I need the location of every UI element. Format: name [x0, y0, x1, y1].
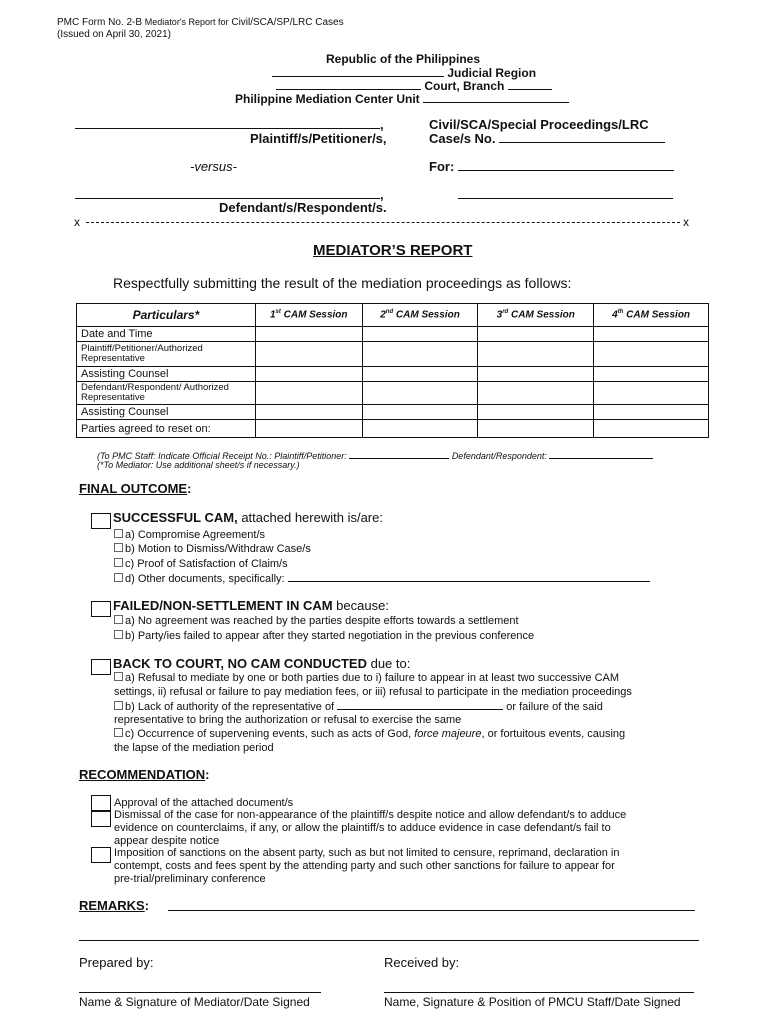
- recommendation-sanctions-cont: pre-trial/preliminary conference: [114, 873, 266, 885]
- for-blank-2[interactable]: [458, 198, 673, 199]
- table-header-row: [77, 304, 709, 327]
- table-cell[interactable]: [362, 327, 478, 342]
- successful-cam-label: SUCCESSFUL CAM, attached herewith is/are:: [113, 510, 383, 525]
- recommendation-dismissal-cont: evidence on counterclaims, if any, or allow the plaintiff/s to adduce evidence in case defendant/s fail to: [114, 822, 611, 834]
- header-session-2: 2nd CAM Session: [362, 304, 478, 327]
- table-cell[interactable]: [255, 342, 362, 367]
- recommendation-dismissal-cont: appear despite notice: [114, 835, 220, 847]
- table-cell[interactable]: [478, 342, 594, 367]
- for-line: For:: [429, 159, 674, 174]
- table-cell[interactable]: [478, 382, 594, 405]
- back-option-a-cont: settings, ii) refusal or failure to pay mediation fees, or iii) refusal to participate in the mediation proceedings: [114, 686, 632, 698]
- cam-sessions-table: [76, 303, 709, 438]
- table-cell[interactable]: [594, 420, 709, 438]
- row-label: Assisting Counsel: [77, 367, 256, 382]
- row-label: Parties agreed to reset on:: [77, 420, 256, 438]
- checkbox[interactable]: [114, 543, 123, 552]
- defendant-label: Defendant/s/Respondent/s.: [219, 200, 387, 215]
- dashed-divider: [86, 222, 680, 223]
- recommendation-heading: RECOMMENDATION:: [79, 767, 210, 782]
- option-c[interactable]: c) Proof of Satisfaction of Claim/s: [114, 558, 288, 570]
- judicial-region-blank[interactable]: [272, 65, 444, 77]
- table-cell[interactable]: [255, 367, 362, 382]
- mediator-signature-caption: Name & Signature of Mediator/Date Signed: [79, 995, 310, 1009]
- table-row: [77, 342, 709, 367]
- table-cell[interactable]: [255, 405, 362, 420]
- case-number-line: Case/s No.: [429, 131, 665, 146]
- table-cell[interactable]: [478, 405, 594, 420]
- issued-date: (Issued on April 30, 2021): [57, 29, 171, 40]
- table-cell[interactable]: [255, 382, 362, 405]
- checkbox[interactable]: [114, 701, 123, 710]
- x-mark-right: x: [683, 215, 689, 229]
- header-session-1: 1st CAM Session: [255, 304, 362, 327]
- table-cell[interactable]: [362, 420, 478, 438]
- remarks-heading: REMARKS:: [79, 898, 150, 913]
- successful-cam-checkbox[interactable]: [91, 513, 111, 529]
- back-option-c-cont: the lapse of the mediation period: [114, 742, 274, 754]
- staff-signature-line[interactable]: [384, 992, 694, 993]
- option-d[interactable]: d) Other documents, specifically:: [114, 572, 650, 585]
- checkbox[interactable]: [114, 672, 123, 681]
- for-blank[interactable]: [458, 159, 674, 171]
- table-cell[interactable]: [478, 327, 594, 342]
- failed-cam-checkbox[interactable]: [91, 601, 111, 617]
- other-documents-blank[interactable]: [288, 572, 650, 582]
- form-number: PMC Form No. 2-B Mediator's Report for Civil/SCA/SP/LRC Cases: [57, 17, 344, 28]
- row-label: Date and Time: [77, 327, 256, 342]
- table-cell[interactable]: [362, 405, 478, 420]
- checkbox[interactable]: [114, 573, 123, 582]
- mediator-signature-line[interactable]: [79, 992, 321, 993]
- back-option-b-cont: representative to bring the authorization or refusal to exercise the same: [114, 714, 462, 726]
- case-number-blank[interactable]: [499, 131, 665, 143]
- branch-blank[interactable]: [508, 78, 552, 90]
- judicial-region-line: Judicial Region: [272, 65, 536, 80]
- table-cell[interactable]: [594, 382, 709, 405]
- checkbox[interactable]: [114, 728, 123, 737]
- back-to-court-checkbox[interactable]: [91, 659, 111, 675]
- table-cell[interactable]: [594, 342, 709, 367]
- table-row: [77, 405, 709, 420]
- court-blank[interactable]: [276, 78, 421, 90]
- table-cell[interactable]: [594, 367, 709, 382]
- table-cell[interactable]: [594, 405, 709, 420]
- back-option-b[interactable]: b) Lack of authority of the representative of or failure of the said: [114, 700, 603, 713]
- failed-cam-label: FAILED/NON-SETTLEMENT IN CAM because:: [113, 598, 389, 613]
- approval-checkbox[interactable]: [91, 795, 111, 811]
- table-cell[interactable]: [478, 367, 594, 382]
- intro-text: Respectfully submitting the result of the mediation proceedings as follows:: [113, 275, 572, 291]
- plaintiff-name-blank[interactable]: [75, 128, 380, 129]
- back-option-a[interactable]: a) Refusal to mediate by one or both parties due to i) failure to appear in at least two successive CAM: [114, 672, 619, 684]
- checkbox[interactable]: [114, 615, 123, 624]
- report-title: MEDIATOR’S REPORT: [313, 242, 473, 259]
- option-a[interactable]: a) Compromise Agreement/s: [114, 529, 265, 541]
- checkbox[interactable]: [114, 558, 123, 567]
- checkbox[interactable]: [114, 630, 123, 639]
- table-cell[interactable]: [362, 367, 478, 382]
- or-defendant-blank[interactable]: [549, 450, 653, 459]
- recommendation-approval: Approval of the attached document/s: [114, 797, 294, 809]
- sanctions-checkbox[interactable]: [91, 847, 111, 863]
- comma: ,: [380, 187, 384, 202]
- table-row: [77, 420, 709, 438]
- table-row: [77, 327, 709, 342]
- table-cell[interactable]: [478, 420, 594, 438]
- plaintiff-label: Plaintiff/s/Petitioner/s,: [250, 131, 387, 146]
- comma: ,: [380, 117, 384, 132]
- back-option-c[interactable]: c) Occurrence of supervening events, such as acts of God, force majeure, or fortuitous events, causing: [114, 728, 625, 740]
- header-particulars: Particulars*: [77, 304, 256, 327]
- remarks-line-1[interactable]: [168, 910, 695, 911]
- table-row: [77, 382, 709, 405]
- defendant-name-blank[interactable]: [75, 198, 380, 199]
- or-plaintiff-blank[interactable]: [349, 450, 449, 459]
- representative-of-blank[interactable]: [337, 700, 503, 710]
- table-cell[interactable]: [594, 327, 709, 342]
- mediator-note: (*To Mediator: Use additional sheet/s if necessary.): [97, 460, 300, 470]
- unit-blank[interactable]: [423, 91, 569, 103]
- recommendation-sanctions-cont: contempt, costs and fees spent by the attending party and such other sanctions for failure to appear for: [114, 860, 615, 872]
- court-branch-line: Court, Branch: [276, 78, 552, 93]
- failed-option-a[interactable]: a) No agreement was reached by the parties despite efforts towards a settlement: [114, 615, 519, 627]
- failed-option-b[interactable]: b) Party/ies failed to appear after they started negotiation in the previous conference: [114, 630, 534, 642]
- table-row: [77, 367, 709, 382]
- header-session-4: 4th CAM Session: [594, 304, 709, 327]
- row-label: Defendant/Respondent/ Authorized Representative: [77, 382, 256, 405]
- case-type-label: Civil/SCA/Special Proceedings/LRC: [429, 117, 649, 132]
- back-to-court-label: BACK TO COURT, NO CAM CONDUCTED due to:: [113, 656, 411, 671]
- x-mark-left: x: [74, 215, 80, 229]
- row-label: Plaintiff/Petitioner/Authorized Representative: [77, 342, 256, 367]
- staff-note: (To PMC Staff: Indicate Official Receipt No.: Plaintiff/Petitioner: Defendant/Respondent:: [97, 450, 653, 461]
- dismissal-checkbox[interactable]: [91, 811, 111, 827]
- republic-heading: Republic of the Philippines: [326, 52, 481, 66]
- table-cell[interactable]: [255, 327, 362, 342]
- final-outcome-heading: FINAL OUTCOME:: [79, 481, 192, 496]
- recommendation-dismissal: Dismissal of the case for non-appearance of the plaintiff/s despite notice and allow defendant/s to adduce: [114, 809, 627, 821]
- option-b[interactable]: b) Motion to Dismiss/Withdraw Case/s: [114, 543, 311, 555]
- versus-label: -versus-: [190, 159, 237, 174]
- header-session-3: 3rd CAM Session: [478, 304, 594, 327]
- remarks-line-2[interactable]: [79, 940, 699, 941]
- staff-signature-caption: Name, Signature & Position of PMCU Staff/Date Signed: [384, 995, 681, 1009]
- table-cell[interactable]: [362, 382, 478, 405]
- pmc-unit-line: Philippine Mediation Center Unit: [235, 91, 569, 106]
- received-by-label: Received by:: [384, 955, 460, 970]
- recommendation-sanctions: Imposition of sanctions on the absent party, such as but not limited to censure, reprimand, declaration in: [114, 847, 620, 859]
- table-cell[interactable]: [255, 420, 362, 438]
- prepared-by-label: Prepared by:: [79, 955, 154, 970]
- row-label: Assisting Counsel: [77, 405, 256, 420]
- checkbox[interactable]: [114, 529, 123, 538]
- table-cell[interactable]: [362, 342, 478, 367]
